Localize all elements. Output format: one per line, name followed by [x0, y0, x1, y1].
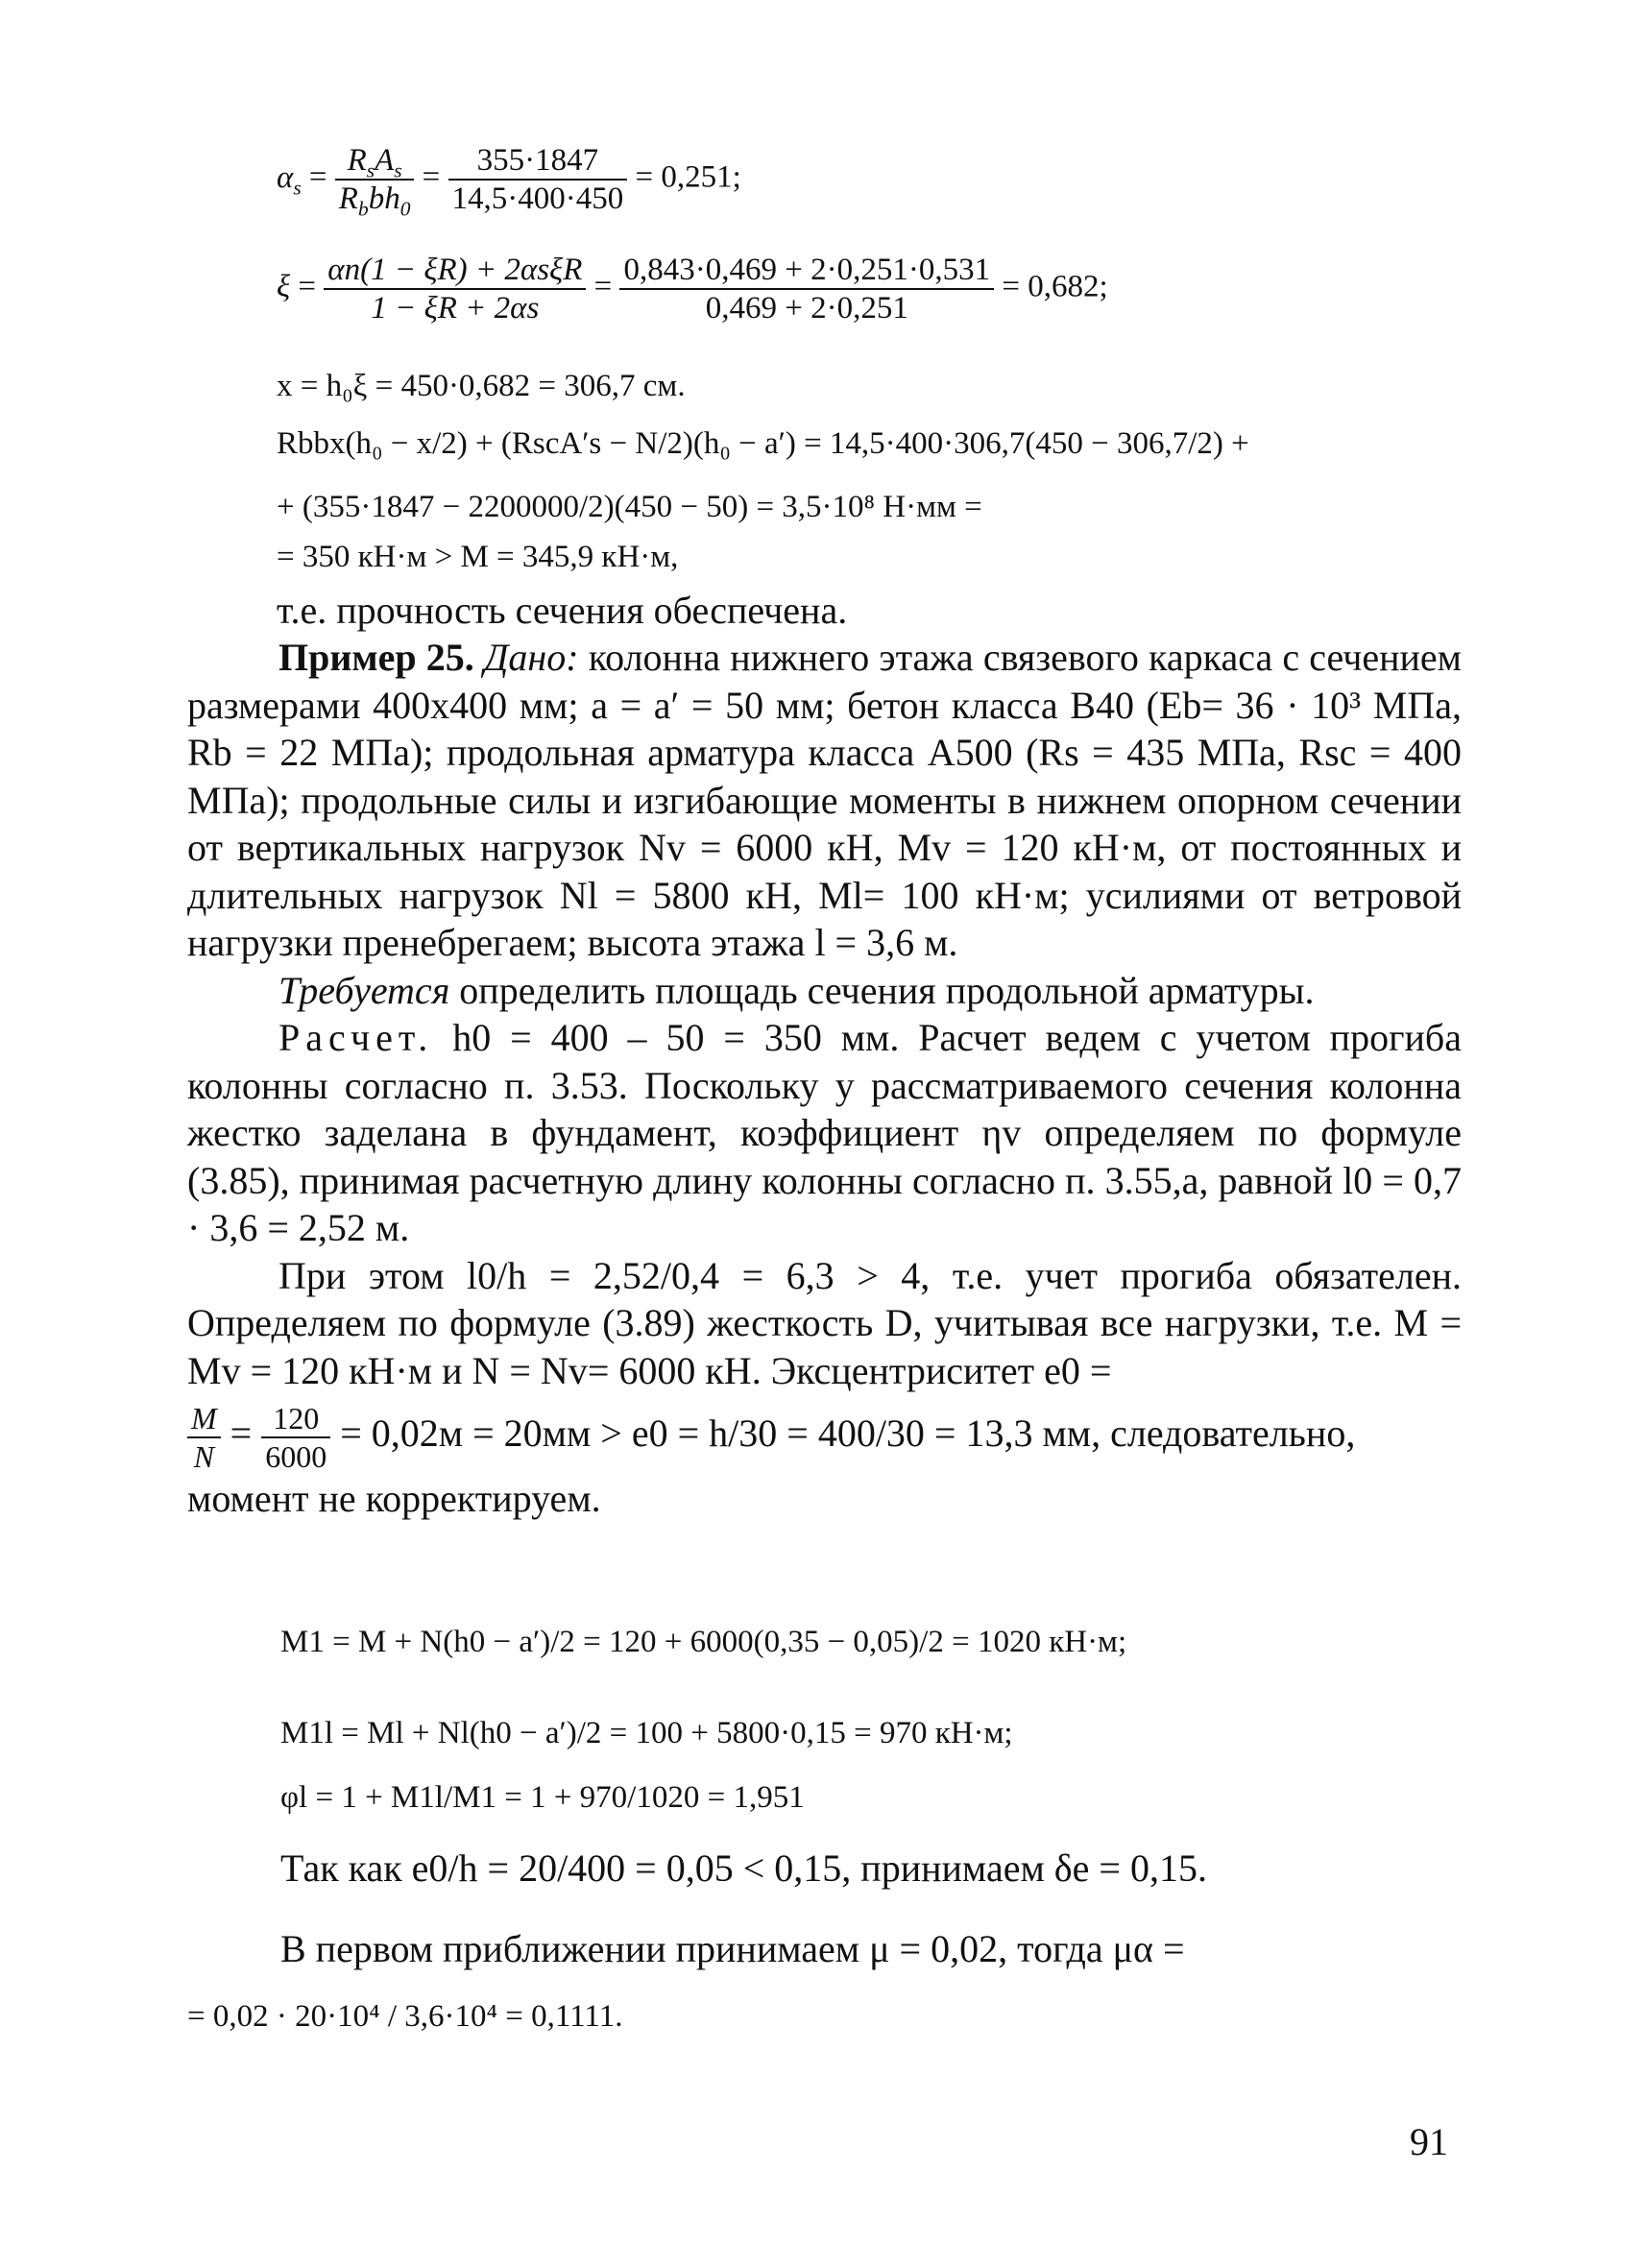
- calc-paragraph: [187, 1014, 1462, 1252]
- ecc-tail: = 0,02м = 20мм > e0 = h/30 = 400/30 = 13,3 мм, следовательно,: [340, 1411, 1356, 1456]
- given-label: Дано:: [483, 636, 579, 679]
- required-paragraph: [187, 967, 1462, 1015]
- ecc-frac1-den: N: [193, 1439, 214, 1474]
- since-text: Так как e0/h = 20/400 = 0,05 < 0,15, принимаем δe = 0,15.: [280, 1846, 1207, 1890]
- example-title: Пример 25.: [278, 636, 474, 679]
- formula-xi: ξ = $\frac{\text{αn(1 − ξR) + 2αsξR}}{1 - \xi R + 2\alpha s}$ = $\frac{0,843\cdot 0,469 + 2\cdot 0,251\cdot 0,531}{0,469 + 2\cdot 0,251}$ = 0,682;: [277, 253, 1108, 326]
- mu-alpha-formula: = 0,02 · 20·10⁴ / 3,6·10⁴ = 0,1111.: [187, 1999, 623, 2034]
- required-text: определить площадь сечения продольной арматуры.: [459, 968, 1315, 1012]
- xi-num: 0,843·0,469 + 2·0,251·0,531: [619, 252, 994, 290]
- example-given-paragraph: [187, 634, 1462, 967]
- eccentricity-line: $\frac{M}{N}$ = $\frac{120}{6000}$ = 0,02м = 20мм > e0 = h/30 = 400/30 = 13,3 мм, следовательно,: [187, 1400, 1462, 1475]
- alpha-result: = 0,251;: [635, 159, 741, 195]
- alpha-num: 355·1847: [448, 142, 628, 181]
- xi-num-sym: αn(1 − ξR) + 2αsξR: [324, 252, 586, 290]
- flexibility-paragraph: [187, 1252, 1462, 1395]
- given-text: колонна нижнего этажа связевого каркаса с сечением размерами 400х400 мм; a = a′ = 50 мм; бетон класса В40 (Eb= 36 · 10³ МПа, Rb = 22 МПа); продольная арматура класса А500 (Rs = 435 МПа, Rsc = 400 МПа); продольные силы и изгибающие моменты в нижнем опорном сечении от вертикальных нагрузок Nv = 6000 кН, Mv = 120 кН·м, от постоянных и длительных нагрузок Nl = 5800 кН, Ml= 100 кН·м; усилиями от ветровой нагрузки пренебрегаем; высота этажа l = 3,6 м.: [187, 636, 1462, 964]
- formula-alpha-s: $\alpha_s$ = $\frac{R_sA_s}{R_bbh_0}$ = $\frac{355\cdot 1847}{14,5\cdot 400\cdot 450}$ = 0,251;: [277, 143, 741, 221]
- formula-moment-2: + (355·1847 − 2200000/2)(450 − 50) = 3,5·10⁸ Н·мм =: [277, 490, 982, 524]
- xi-den-sym: 1 − ξR + 2αs: [371, 291, 540, 326]
- alpha-den: 14,5·400·450: [451, 181, 624, 216]
- formula-m1l: M1l = Ml + Nl(h0 − a′)/2 = 100 + 5800·0,15 = 970 кН·м;: [280, 1716, 1013, 1750]
- formula-moment-3: = 350 кН·м > M = 345,9 кН·м,: [277, 540, 679, 574]
- ecc-frac1-num: M: [187, 1400, 221, 1438]
- flexibility-text: При этом l0/h = 2,52/0,4 = 6,3 > 4, т.е. учет прогиба обязателен. Определяем по формуле (3.89) жесткость D, учитывая все нагрузки, т.е. M = Mv = 120 кН·м и N = Nv= 6000 кН. Эксцентриситет e0 =: [187, 1253, 1462, 1392]
- xi-result: = 0,682;: [1002, 269, 1108, 304]
- xi-den: 0,469 + 2·0,251: [705, 291, 908, 326]
- moment-not-corrected: момент не корректируем.: [187, 1477, 601, 1520]
- ecc-frac2-num: 120: [261, 1400, 330, 1438]
- ecc-frac2-den: 6000: [265, 1439, 327, 1474]
- required-label: Требуется: [278, 968, 450, 1012]
- calc-label: Расчет.: [278, 1016, 434, 1059]
- formula-moment-1: Rbbx(h₀ − x/2) + (RscA′s − N/2)(h₀ − a′) = 14,5·400·306,7(450 − 306,7/2) +: [277, 426, 1249, 461]
- page-number: 91: [1410, 2120, 1448, 2163]
- example-body: [187, 634, 1462, 1523]
- first-approx-text: В первом приближении принимаем μ = 0,02, тогда μα =: [280, 1927, 1185, 1970]
- calc-text: h0 = 400 – 50 = 350 мм. Расчет ведем с учетом прогиба колонны согласно п. 3.53. Поскольку у рассматриваемого сечения колонна жестко заделана в фундамент, коэффициент ηv определяем по формуле (3.85), принимая расчетную длину колонны согласно п. 3.55,а, равной l0 = 0,7 · 3,6 = 2,52 м.: [187, 1016, 1463, 1249]
- formula-x: x = h₀ξ = 450·0,682 = 306,7 см.: [277, 369, 686, 403]
- conclusion-text: т.е. прочность сечения обеспечена.: [277, 589, 848, 632]
- formula-m1: M1 = M + N(h0 − a′)/2 = 120 + 6000(0,35 − 0,05)/2 = 1020 кН·м;: [280, 1625, 1127, 1659]
- formula-phi: φl = 1 + M1l/M1 = 1 + 970/1020 = 1,951: [280, 1780, 805, 1815]
